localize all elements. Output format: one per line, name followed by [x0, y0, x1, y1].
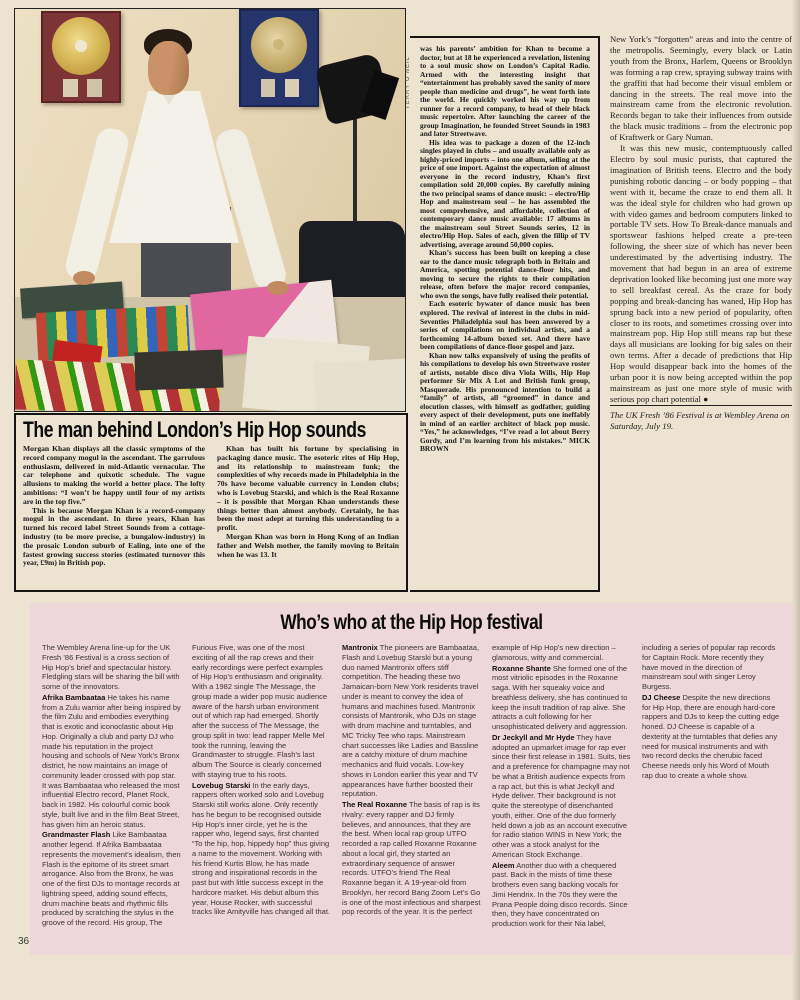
panel-entry — [342, 643, 481, 799]
page-number: 36 — [18, 936, 30, 947]
article-paragraph: New York’s “forgotten” areas and into the centre of the metropolis. Seemingly, every black or Latin youth from the Bronx, Harlem, Queens or Brooklyn was forming a rap crew, spraying subway trains with the graffiti that had become their visual emblem or dancing in the streets. The real move into the mainstream came from the electronic revolution. Records began to take their influences from outside the black music traditions – from the electronic pop of Kraftwerk or Gary Numan. — [610, 34, 792, 143]
award-plaque-icon — [285, 79, 299, 97]
article-headline: The man behind London’s Hip Hop sounds — [23, 417, 366, 442]
award-plaque-icon — [87, 79, 102, 97]
desk-dark-item — [134, 349, 223, 390]
man-shirt — [109, 91, 239, 243]
panel-entry — [192, 781, 331, 918]
article-column-4 — [610, 34, 792, 604]
gold-disc-left-label — [75, 40, 87, 52]
article-paragraph-text: Khan now talks expansively of using the profits of his compilations to develop his own Streetwave roster of artists, notable disco diva Viola Wills, Hip Hop performer Sir Mix A Lot and British funk group, Masquerade. His pronounced intention to build a “family” of artists, all “groomed” in dance and elocution classes, with himself as godfather, guiding every aspect of their development, puts one ineffably in mind of an earlier architect of black pop music. “Yes,” he acknowledges, “I’ve read a lot about Berry Gordy, and I’m learning from his mistakes.” — [420, 350, 590, 445]
article-paragraph: was his parents’ ambition for Khan to become a doctor, but at 18 he experienced a revelation, listening to a soul music show on London’s Capital Radio. Armed with the interesting insight that “entertainment has probably saved the sanity of more people than medicine and drugs”, he went forth into the world. He quickly worked his way up from runner for a record company, to head of their black music repertoire. After launching the career of the group Imagination, he founded Street Sounds in 1983 and later Streetwave. — [420, 44, 590, 139]
article-paragraph: Each esoteric bywater of dance music has been explored. The revival of interest in the clubs in mid-Seventies Philadelphia soul has been answered by a series of compilations on individual artists, and a forthcoming 14-album boxed set. And there have been compilations of dance-floor gospel and jazz. — [420, 299, 590, 352]
artist-bio: She formed one of the most vitriolic episodes in the Roxanne saga. With her squeaky voice and breathless delivery, she has continued to keep the insult tradition of rap alive. She attracts a cult following for her unsophisticated delivery and aggression. — [492, 663, 628, 731]
artist-name: Dr Jeckyll and Mr Hyde — [492, 732, 575, 742]
artist-name: Aleem — [492, 860, 515, 870]
artist-name: Lovebug Starski — [192, 780, 251, 790]
morgan-khan-photo — [14, 8, 406, 412]
artist-bio: The pioneers are Bambaataa, Flash and Lovebug Starski but a young duo named Mantronix offers stiff competition. The heading these two Jamaican-born New York residents travel under is meant to convey the idea of humans and machines fused. Mantronix consists of Mantronik, who DJs on stage with drum machine and turntables, and MC Tricky Tee who raps. Mainstream chart successes like Ladies and Bassline are a catchy mixture of drum machine mechanics and fluid vocals. Low-key shows in London earlier this year and TV appearances have further boosted their reputation. — [342, 643, 480, 799]
artist-name: The Real Roxanne — [342, 800, 408, 809]
article-paragraph: His idea was to package a dozen of the 12-inch singles played in clubs – and usually available only as highly-priced imports – into one album, selling at the price of one import. Against the expectation of almost everyone in the record industry, Khan’s first compilation sold 20,000 copies. By carefully mining the two principal seams of dance music: – electro/Hip Hop and mainstream soul – he has assembled the most comprehensive, and affordable, collection of contemporary dance music available: 17 albums in the mainstream soul Street Sounds series, 12 in electro/Hip Hop. Sales of each, given the fillip of TV advertising, average around 50,000 copies. — [420, 137, 590, 249]
panel-columns — [42, 643, 781, 935]
article-paragraph: Khan has built his fortune by specialising in packaging dance music. The esoteric rites of Hip Hop, and its relationship to mainstream funk; the complexities of why records made in Philadelphia in the 70s have become valuable currency in London clubs; who is Lovebug Starski, and which is the Real Roxanne – it is possible that Morgan Khan understands these things better than almost anybody. Certainly, he has been the most adept at turning this understanding to a profit. — [217, 445, 399, 533]
panel-entry — [492, 733, 631, 860]
article-paragraph — [420, 352, 590, 454]
boxed-article-columns — [23, 445, 399, 585]
artist-bio: Like Bambaataa another legend. If Afrika Bambaataa represents the movement’s idealism, then Flash is the epitome of its street smart arrogance. Also from the Bronx, he was one of the first DJs to montage records at lightning speed, adding sound effects, drum machine beats and rhythmic fills produced by scratching the stylus in the groove of the record. His group, The Furious Five, was one of the most exciting of all the rap crews and their early recordings were perfect examples of Hip Hop’s enthusiasm and originality. With a 1982 single The Message, the group made a wider pop music audience aware of the harsh urban environment out of which rap had emerged. Shortly after the success of The Message, the group split in two: lead rapper Melle Mel took the running, leaving the Grandmaster to struggle. Flash’s last album The Source is clearly concerned with staying true to his roots. — [42, 643, 328, 927]
panel-entry — [42, 693, 181, 830]
article-paragraph: Khan’s success has been built on keeping a close ear to the dance music telegraph both in Britain and America, spotting potential dance-floor hits, and moving to secure the rights to their compilation release, often before the major record companies, who own the songs, have fully realised their potential. — [420, 248, 590, 300]
panel-entry — [642, 693, 781, 781]
article-paragraph: Morgan Khan displays all the classic symptoms of the record company mogul in the ascendant. The garrulous enthusiasm, delivered in mid-Atlantic vernacular. The car telephone and quixotic schedule. The vague allusions to making the world a better place. The lofty ambitions: “I won’t be happy until four of my artists are in the top five.” — [23, 445, 205, 506]
photo-credit: TERRY O'NEIL — [405, 56, 411, 109]
award-plaque-icon — [261, 79, 275, 97]
boxed-article — [14, 413, 408, 592]
artist-name: Mantronix — [342, 643, 378, 652]
man-right-hand — [267, 281, 289, 295]
artist-bio: In the early days, rappers often worked solo and Lovebug Starski still works alone. Only recently has he begun to be recognised outside Hip Hop’s inner circle, yet he is the rapper who, legend says, first chanted “To the hip, hop, hippedy hop” thus giving a name to the movement. Working with his friend Kurtis Blow, he has made strong and inspirational records in the past but with little success except in the hardcore market. His debut album this year, House Rocker, with successful tracks like Amityville has changed all that. — [192, 780, 330, 917]
panel-title: Who’s who at the Hip Hop festival — [280, 611, 543, 634]
artist-name: Afrika Bambaataa — [42, 692, 106, 702]
panel-intro: The Wembley Arena line-up for the UK Fresh ’86 Festival is a cross section of Hip Hop’s brief and spectacular history. Fledgling stars will be sharing the bill with some of the innovators. — [42, 643, 180, 691]
article-paragraph: This is because Morgan Khan is a record-company mogul in the ascendant. In three years, Khan has turned his record label Street Sounds from a cottage-industry (to be more precise, a bungalow-industry) in the prosaic London suburb of Ealing, into one of the fastest growing success stories (estimated turnover this year, £9m) in British pop. — [23, 505, 205, 568]
article-paragraph: Morgan Khan was born in Hong Kong of an Indian father and Welsh mother, the family moving to Britain when he was 13. It — [217, 532, 399, 559]
desk-white-papers — [314, 359, 406, 412]
man-left-hand — [73, 271, 95, 285]
panel-entry — [492, 664, 631, 732]
artist-bio: Another duo with a chequered past. Back in the mists of time these brothers even sang backing vocals for Jimi Hendrix. In the 70s they were the Prana People doing disco records. Since then, they have concentrated on production work for their Nia label, including a series of popular rap records for Captain Rock. More recently they have moved in the direction of mainstream soul with singer Leroy Burgess. — [492, 643, 776, 928]
whos-who-panel — [30, 603, 793, 955]
artist-name: DJ Cheese — [642, 692, 681, 702]
gold-disc-right-label — [273, 39, 284, 50]
award-plaque-icon — [63, 79, 78, 97]
scan-edge-shadow — [792, 0, 800, 1000]
byline: MICK BROWN — [420, 435, 590, 454]
artist-name: Roxanne Shante — [492, 663, 551, 673]
article-paragraph: It was this new music, contemptuously called Electro by soul music purists, that captured the imagination of British teens. Electro and the body punishing robotic dancing – or body popping – that went with it, became the craze to end them all. It was the ideal style for children who had grown up with video games and bedroom computers linked to portable TV sets. How To Break-dance manuals and sportswear fashions helped create a pre-teen following, the sheer size of which has never been underestimated by the advertising industry. The movement that had begun in an area of extreme deprivation looked like becoming just one more way to sell breakfast cereal. As the craze for body popping and break-dancing has waned, Hip Hop has sprung back into a new period of popularity, often closer to its roots, and sometimes crossing over into mainstream pop. Hip Hop still means rap but these days all musicians are looking for big sales on their own terms. After a decade of predictions that Hip Hop would disappear back into the homes of the urban poor it is now being accepted within the pop mainstream as just one more style of music with serious pop chart potential ● — [610, 143, 792, 404]
artist-bio: They have adopted an upmarket image for rap ever since their first release in 1981. Suits, ties and a preference for champagne may not be what a British audience expects from a rap act, but this is what Jeckyll and Hyde deliver. Their background is not quite the stereotype of disenchanted youth, either. One of the duo formerly held down a job as an account executive for radio station WINS in New York; the other was a stock analyst for the American Stock Exchange. — [492, 732, 631, 859]
artist-bio: Despite the new directions for Hip Hop, there are enough hard-core rappers and DJs to keep the cutting edge honed. DJ Cheese is capable of a dexterity at the turntables that defies any need for musical instruments and with two record decks the cherubic faced Cheese needs only his Word of Mouth rap duo to create a whole show. — [642, 692, 780, 780]
artist-bio: The basis of rap is its rivalry: every rapper and DJ firmly believes, and announces, that they are the best. When local rap group UTFO recorded a rap called Roxanne Roxanne about a local girl, they started an extraordinary sequence of answer records. UTFO’s friend The Real Roxanne began it. A 19-year-old from Brooklyn, her record Bang Zoom Let’s Go is one of the most infectious and sharpest pop records of the year. It is the perfect example of Hip Hop’s new direction – glamorous, witty and commercial. — [342, 643, 616, 917]
artist-bio: He takes his name from a Zulu warrior after being inspired by the film Zulu and embodies everything that is exotic and iconoclastic about Hip Hop. Originally a club and party DJ who made his reputation in the project housing and schools of New York’s Bronx district, he now maintains an image of community leader crossed with pop star. It was Bambaataa who released the most influential Electro record, Planet Rock, back in 1982. His colourful comic book style, built live and in the film Beat Street, has given him an heroic status. — [42, 692, 181, 829]
man-face — [148, 41, 189, 95]
artist-name: Grandmaster Flash — [42, 830, 111, 840]
festival-footnote: The UK Fresh ’86 Festival is at Wembley Arena on Saturday, July 19. — [610, 405, 792, 432]
article-column-3 — [410, 36, 600, 592]
